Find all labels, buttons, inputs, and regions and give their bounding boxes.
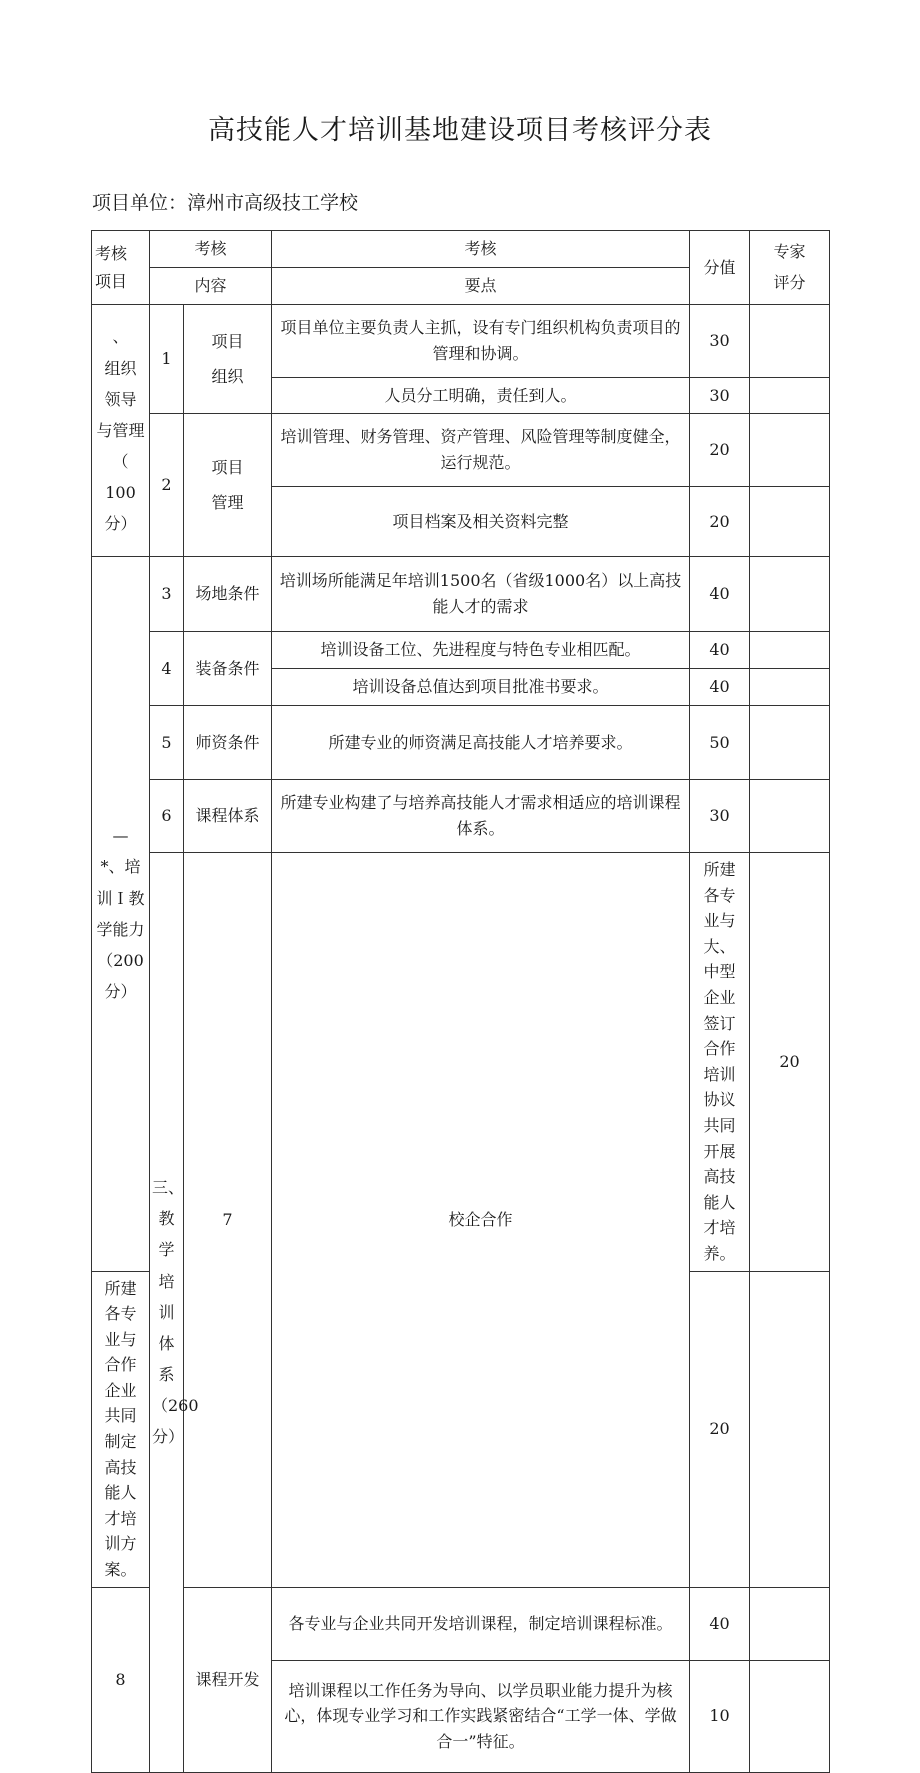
requirement-text: 项目单位主要负责人主抓，设有专门组织机构负责项目的管理和协调。 [272, 305, 690, 378]
item-content: 项目 管理 [184, 414, 272, 557]
category-cell: 、 组织 领导 与管理 （ 100分） [92, 305, 150, 557]
score-value: 20 [690, 487, 750, 557]
expert-score-cell[interactable] [750, 487, 830, 557]
score-value: 40 [690, 669, 750, 706]
page-title: 高技能人才培训基地建设项目考核评分表 [208, 115, 712, 146]
category-cell: 三、 教学培 训体系 （260 分） [150, 853, 184, 1773]
item-content: 装备条件 [184, 632, 272, 706]
requirement-text: 培训场所能满足年培训1500名（省级1000名）以上高技能人才的需求 [272, 557, 690, 632]
header-points-bottom: 要点 [272, 268, 690, 305]
requirement-text: 培训管理、财务管理、资产管理、风险管理等制度健全，运行规范。 [272, 414, 690, 487]
score-value: 40 [690, 632, 750, 669]
score-value: 10 [690, 1660, 750, 1772]
expert-score-cell[interactable] [750, 557, 830, 632]
item-number: 5 [150, 706, 184, 780]
requirement-text: 所建专业构建了与培养高技能人才需求相适应的培训课程体系。 [272, 780, 690, 853]
item-content: 项目 组织 [184, 305, 272, 414]
expert-score-cell[interactable] [750, 669, 830, 706]
expert-score-cell[interactable] [750, 706, 830, 780]
item-content: 课程开发 [184, 1587, 272, 1772]
score-table [91, 230, 830, 1773]
score-value: 50 [690, 706, 750, 780]
item-number: 3 [150, 557, 184, 632]
header-content-top: 考核 [150, 231, 272, 268]
requirement-text: 所建各专业与合作企业共同制定高技能人才培训方案。 [92, 1271, 150, 1587]
header-content-bottom: 内容 [150, 268, 272, 305]
expert-score-cell[interactable] [750, 1660, 830, 1772]
requirement-text: 人员分工明确，责任到人。 [272, 378, 690, 414]
item-number: 8 [92, 1587, 150, 1772]
score-value: 40 [690, 557, 750, 632]
item-content: 场地条件 [184, 557, 272, 632]
item-number: 6 [150, 780, 184, 853]
requirement-text: 培训设备工位、先进程度与特色专业相匹配。 [272, 632, 690, 669]
score-value: 20 [750, 853, 830, 1272]
score-value: 30 [690, 780, 750, 853]
expert-score-cell[interactable] [750, 378, 830, 414]
score-value: 20 [690, 414, 750, 487]
header-item: 考核 项目 [92, 231, 150, 305]
category-cell: — *、培 训Ｉ教 学能力 （200 分） [92, 557, 150, 1272]
expert-score-cell[interactable] [750, 780, 830, 853]
header-score: 分值 [690, 231, 750, 305]
score-value: 30 [690, 305, 750, 378]
item-content: 校企合作 [272, 853, 690, 1588]
header-expert: 专家 评分 [750, 231, 830, 305]
project-unit-label: 项目单位：漳州市高级技工学校 [92, 192, 359, 214]
score-value: 20 [690, 1271, 750, 1587]
item-number: 7 [184, 853, 272, 1588]
item-content: 课程体系 [184, 780, 272, 853]
expert-score-cell[interactable] [750, 414, 830, 487]
score-value: 40 [690, 1587, 750, 1660]
requirement-text: 各专业与企业共同开发培训课程，制定培训课程标准。 [272, 1587, 690, 1660]
expert-score-cell[interactable] [750, 305, 830, 378]
item-content: 师资条件 [184, 706, 272, 780]
requirement-text: 培训设备总值达到项目批准书要求。 [272, 669, 690, 706]
requirement-text: 项目档案及相关资料完整 [272, 487, 690, 557]
score-value: 30 [690, 378, 750, 414]
requirement-text: 所建专业的师资满足高技能人才培养要求。 [272, 706, 690, 780]
requirement-text: 培训课程以工作任务为导向、以学员职业能力提升为核心，体现专业学习和工作实践紧密结合“工学一体、学做合一”特征。 [272, 1660, 690, 1772]
requirement-text: 所建各专业与大、中型企业签订合作培训协议共同开展高技能人才培养。 [690, 853, 750, 1272]
header-points-top: 考核 [272, 231, 690, 268]
expert-score-cell[interactable] [750, 1587, 830, 1660]
item-number: 2 [150, 414, 184, 557]
item-number: 1 [150, 305, 184, 414]
item-number: 4 [150, 632, 184, 706]
expert-score-cell[interactable] [750, 1271, 830, 1587]
expert-score-cell[interactable] [750, 632, 830, 669]
